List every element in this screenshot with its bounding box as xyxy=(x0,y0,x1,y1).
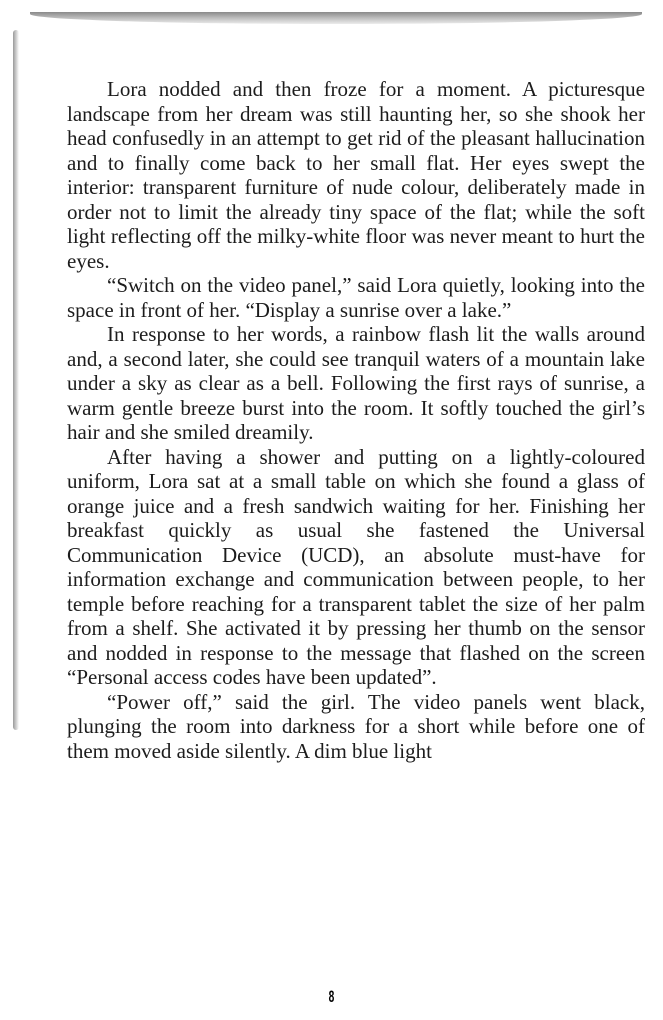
paragraph-4: After having a shower and putting on a lightly-coloured uniform, Lora sat at a small table on which she found a glass of orange juice and a fresh sandwich waiting for her. Finishing her breakfast quickly as usual she fastened the Universal Communication Device (UCD), an absolute must-have for information exchange and communication between people, to her temple before reaching for a transparent tablet the size of her palm from a shelf. She activated it by pressing her thumb on the sensor and nodded in response to the message that flashed on the screen “Personal access codes have been updated”. xyxy=(67,444,645,689)
paragraph-3: In response to her words, a rainbow flash lit the walls around and, a second later, she could see tranquil waters of a mountain lake under a sky as clear as a bell. Following the first rays of sunrise, a warm gentle breeze burst into the room. It softly touched the girl’s hair and she smiled dreamily. xyxy=(67,322,645,444)
left-page-rule xyxy=(13,30,19,730)
paragraph-5: “Power off,” said the girl. The video panels went black, plunging the room into darkness for a short while before one of them moved aside silently. A dim blue light xyxy=(67,689,645,763)
body-text xyxy=(67,77,645,763)
page-number: 8 xyxy=(328,987,335,1006)
top-page-rule xyxy=(30,12,642,24)
paragraph-1: Lora nodded and then froze for a moment. A picturesque landscape from her dream was still haunting her, so she shook her head confusedly in an attempt to get rid of the pleasant hallucination and to finally come back to her small flat. Her eyes swept the interior: transparent furniture of nude colour, deliberately made in order not to limit the already tiny space of the flat; while the soft light reflecting off the milky-white floor was never meant to hurt the eyes. xyxy=(67,77,645,273)
paragraph-2: “Switch on the video panel,” said Lora quietly, looking into the space in front of her. “Display a sunrise over a lake.” xyxy=(67,273,645,322)
